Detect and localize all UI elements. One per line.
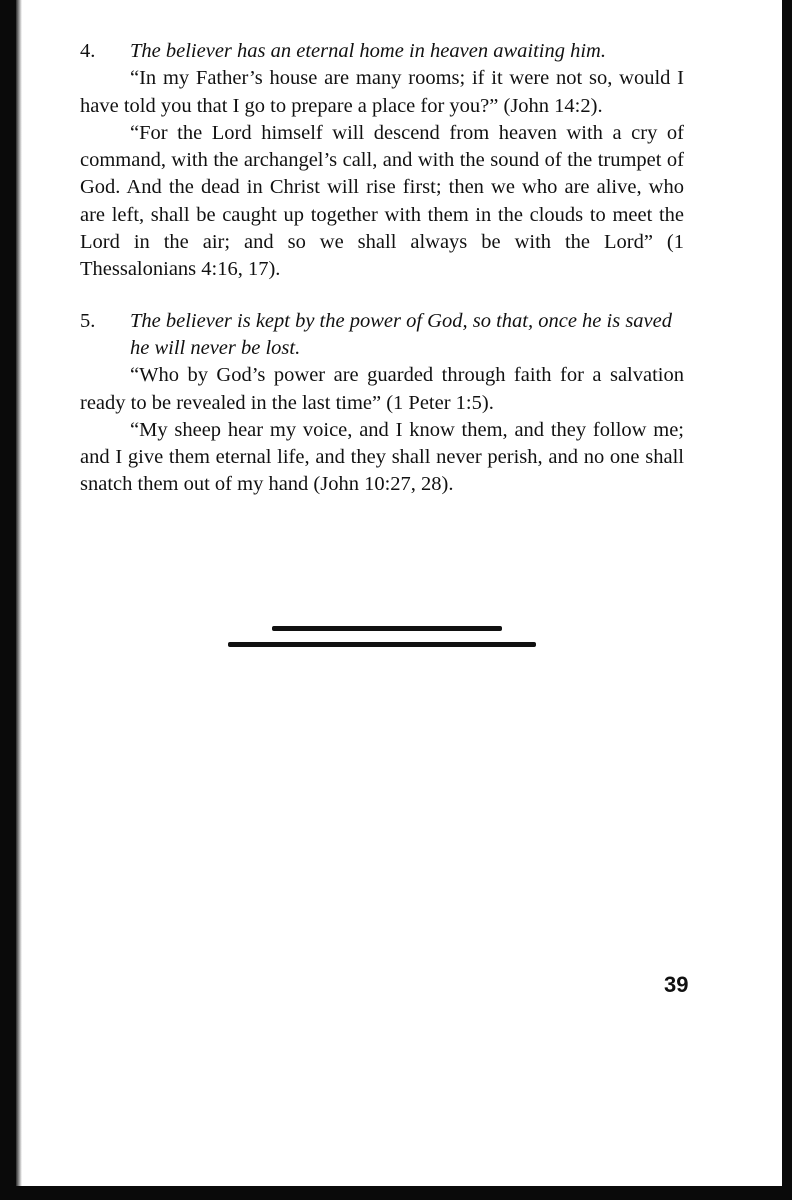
item-heading-text: The believer is kept by the power of God, so that, once he is saved he will never be lost. <box>130 309 672 359</box>
divider-rule-top <box>272 626 502 631</box>
scripture-quote: “In my Father’s house are many rooms; if it were not so, would I have told you that I go to prepare a place for you?” (John 14:2). <box>80 67 684 117</box>
scripture-quote: “My sheep hear my voice, and I know them, and they follow me; and I give them eternal life, and they shall never perish, and no one shall snatch them out of my hand (John 10:27, 28). <box>80 418 684 496</box>
item-heading-text: The believer has an eternal home in heaven awaiting him. <box>130 40 606 62</box>
item-heading <box>80 308 684 363</box>
item-heading <box>80 38 684 65</box>
page-number: 39 <box>664 972 689 997</box>
section-divider <box>228 626 538 652</box>
scan-border-bottom <box>0 1186 792 1200</box>
divider-rule-bottom <box>228 642 536 647</box>
item-number: 4. <box>80 40 96 62</box>
scripture-quote: “For the Lord himself will descend from heaven with a cry of command, with the archangel’s call, and with the sound of the trumpet of God. And the dead in Christ will rise first; then we who are alive, who are left, shall be caught up together with them in the clouds to meet the Lord in the air; and so we shall always be with the Lord” (1 Thessalonians 4:16, 17). <box>80 121 684 281</box>
page-body <box>80 38 684 523</box>
scripture-quote: “Who by God’s power are guarded through faith for a salvation ready to be revealed in the last time” (1 Peter 1:5). <box>80 364 684 414</box>
list-item-4 <box>80 38 684 284</box>
scan-shadow-left <box>16 0 22 1200</box>
scan-border-left <box>0 0 16 1200</box>
item-number: 5. <box>80 309 96 332</box>
scan-border-right <box>782 0 792 1200</box>
list-item-5 <box>80 308 684 499</box>
